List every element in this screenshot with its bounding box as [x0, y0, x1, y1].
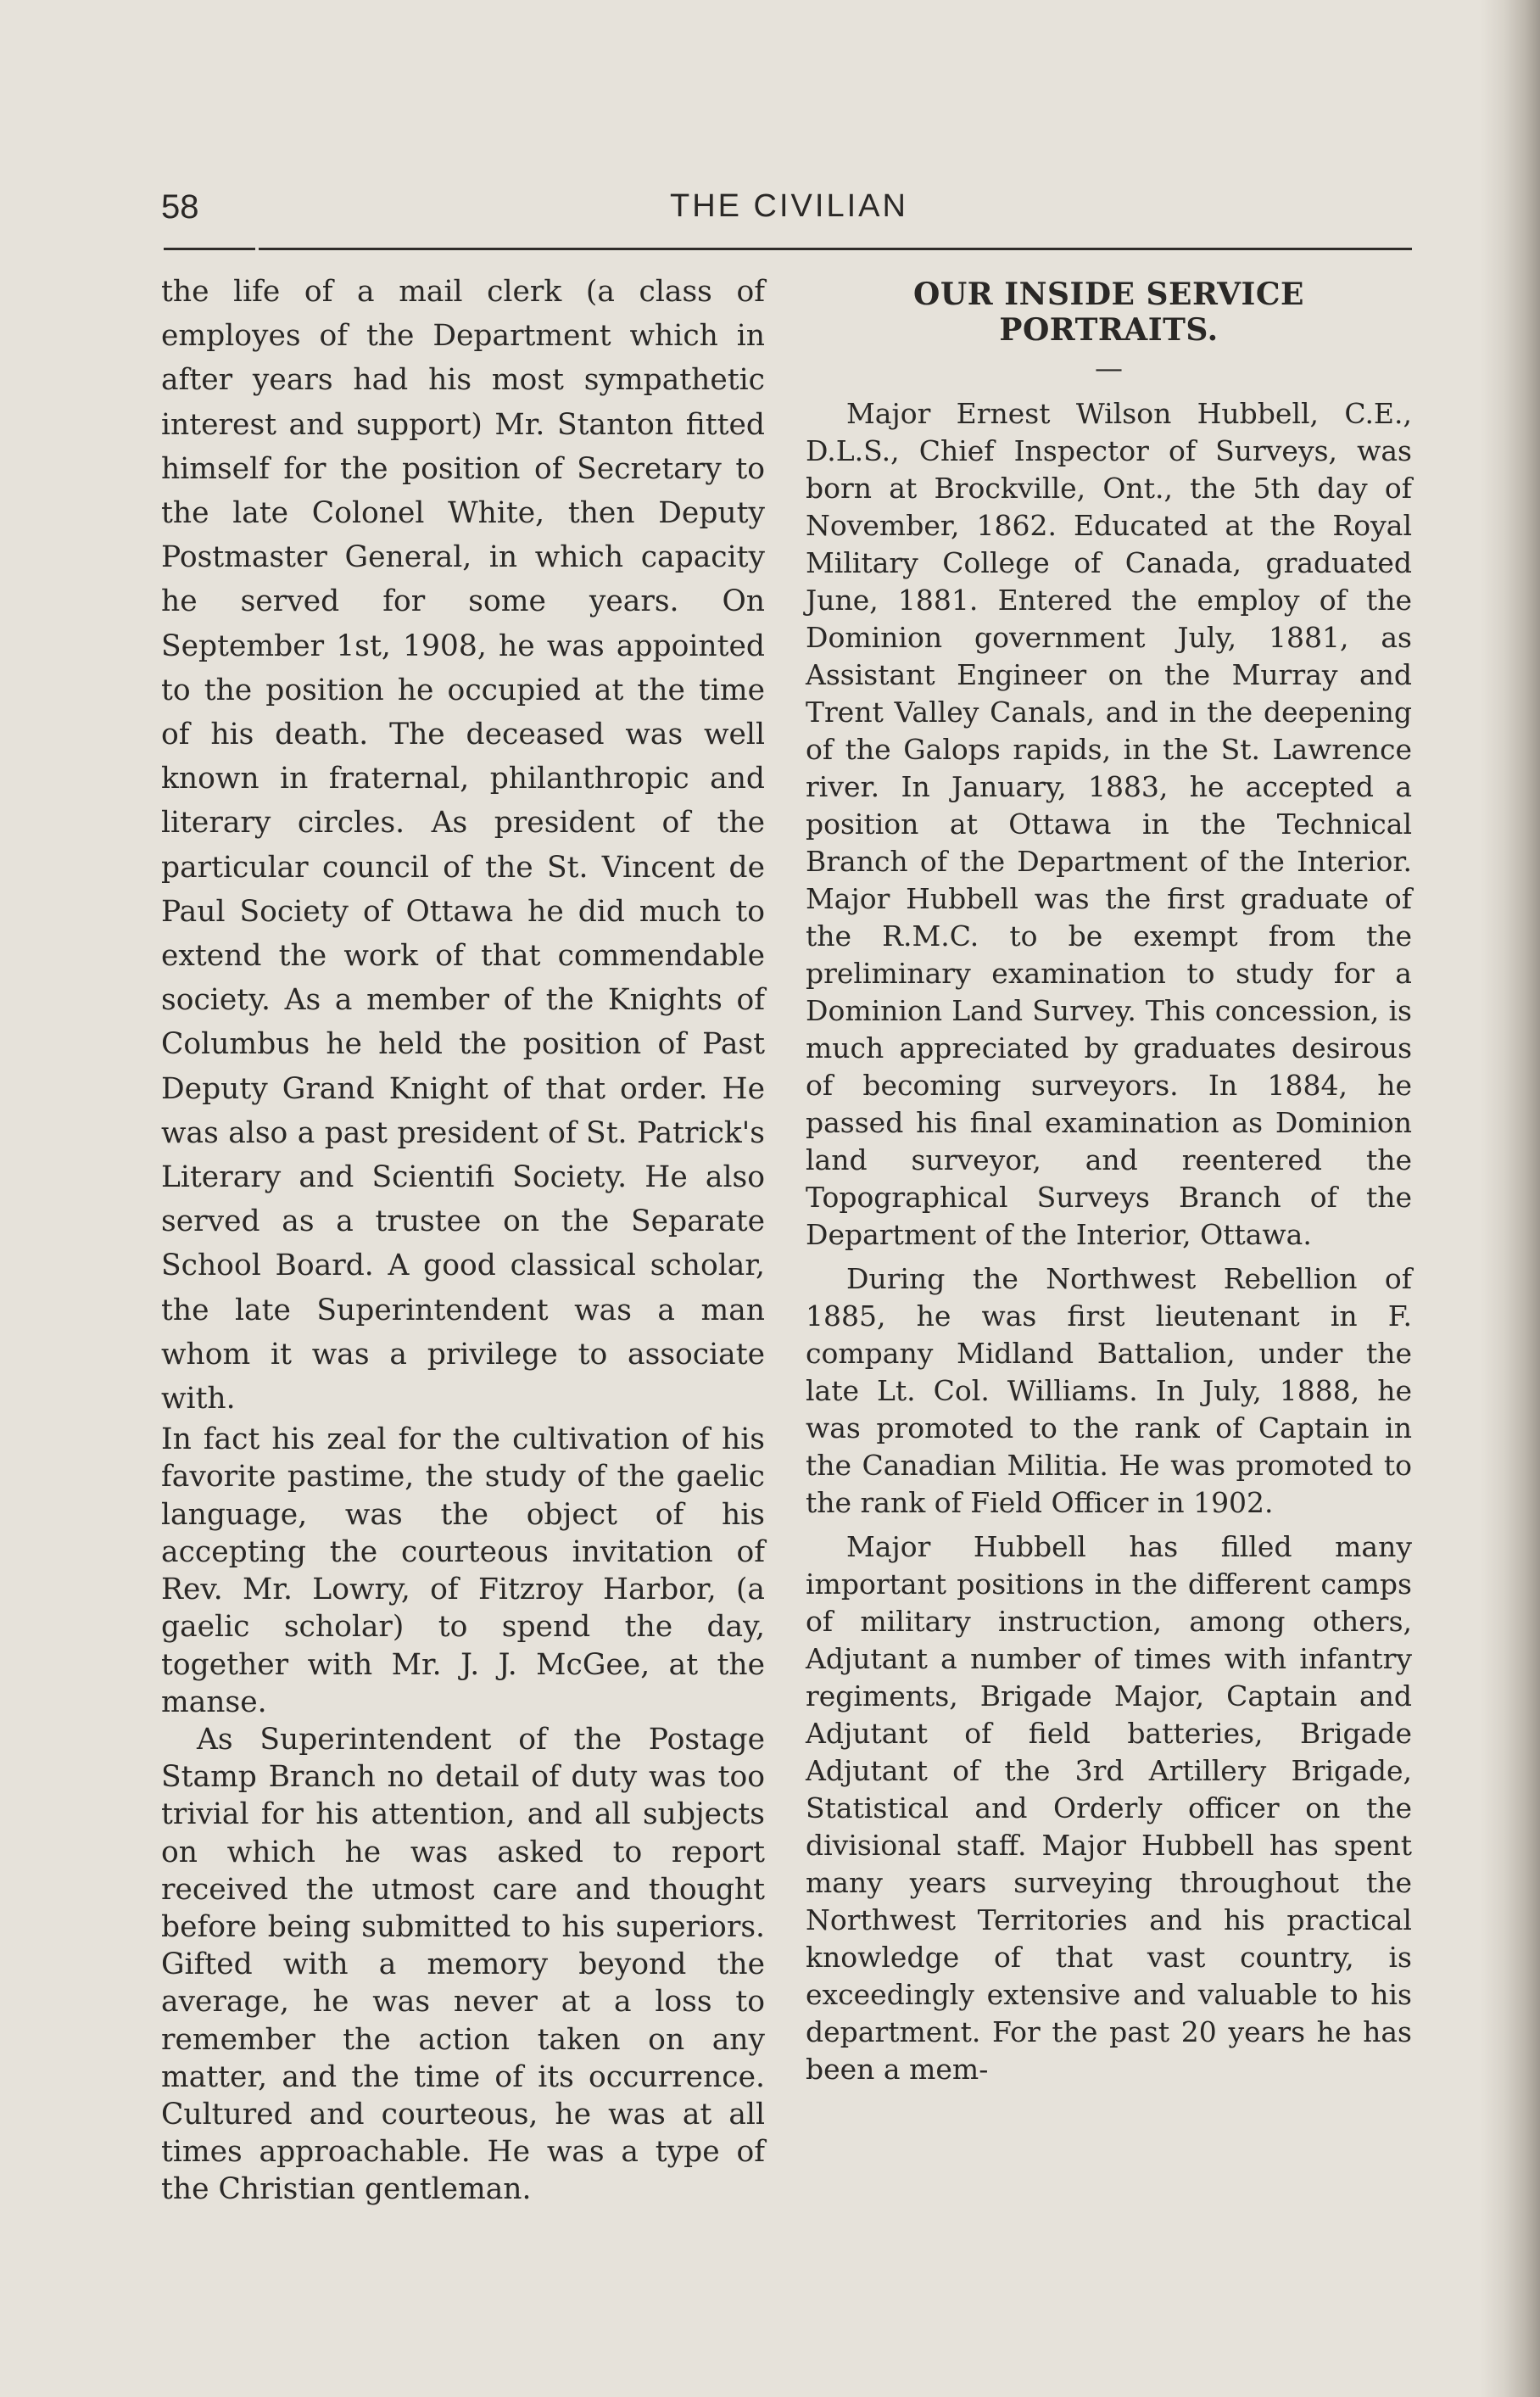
- right-paragraph-positions: Major Hubbell has filled many important positions in the different camps of military instruction, among others, Adjutant a number of times with infantry regiments, Brigade Major, Captain and Adjutant of field batteries, Brigade Adjutant of the 3rd Artillery Brigade, Statistical and Orderly officer on the divisional staff. Major Hubbell has spent many years surveying throughout the Northwest Territories and his practical knowledge of that vast country, is exceedingly extensive and valuable to his department. For the past 20 years he has been a mem-: [806, 1530, 1412, 2086]
- heading-divider: —: [1095, 351, 1123, 384]
- section-heading: OUR INSIDE SERVICE PORTRAITS.: [913, 277, 1304, 348]
- left-paragraph-continued-2: In fact his zeal for the cultivation of his favorite pastime, the study of the gaelic language, was the object of his accepting the courteous invitation of Rev. Mr. Lowry, of Fitzroy Harbor, (a gaelic scholar) to spend the day, together with Mr. J. J. McGee, at the manse.: [161, 1422, 765, 1719]
- running-title: THE CIVILIAN: [670, 188, 908, 224]
- page-edge-shadow: [1481, 0, 1540, 2397]
- right-paragraph-rebellion: During the Northwest Rebellion of 1885, he was first lieutenant in F. company Midland Battalion, under the late Lt. Col. Williams. In July, 1888, he was promoted to the rank of Captain in the Canadian Militia. He was promoted to the rank of Field Officer in 1902.: [806, 1262, 1412, 1519]
- left-column: [161, 270, 765, 2209]
- left-paragraph-continued: the life of a mail clerk (a class of employes of the Department which in after years had his most sympathetic interest and support) Mr. Stanton fitted himself for the position of Secretary to the late Colonel White, then Deputy Postmaster General, in which capacity he served for some years. On September 1st, 1908, he was appointed to the position he occupied at the time of his death. The deceased was well known in fraternal, philanthropic and literary circles. As president of the particular council of the St. Vincent de Paul Society of Ottawa he did much to extend the work of that commendable society. As a member of the Knights of Columbus he held the position of Past Deputy Grand Knight of that order. He was also a past president of St. Patrick's Literary and Scientifi Society. He also served as a trustee on the Separate School Board. A good classical scholar, the late Superintendent was a man whom it was a privilege to associate with.: [161, 275, 765, 1416]
- header-rule: [259, 248, 1412, 250]
- left-paragraph-superintendent: As Superintendent of the Postage Stamp Branch no detail of duty was too trivial for his attention, and all subjects on which he was asked to report received the utmost care and thought before being submitted to his superiors. Gifted with a memory beyond the average, he was never at a loss to remember the action taken on any matter, and the time of its occurrence. Cultured and courteous, he was at all times approachable. He was a type of the Christian gentleman.: [161, 1722, 765, 2207]
- header-rule-left: [164, 248, 255, 250]
- right-paragraph-biography: Major Ernest Wilson Hubbell, C.E., D.L.S., Chief Inspector of Surveys, was born at Brockville, Ont., the 5th day of November, 1862. Educated at the Royal Military College of Canada, graduated June, 1881. Entered the employ of the Dominion government July, 1881, as Assistant Engineer on the Murray and Trent Valley Canals, and in the deepening of the Galops rapids, in the St. Lawrence river. In January, 1883, he accepted a position at Ottawa in the Technical Branch of the Department of the Interior. Major Hubbell was the first graduate of the R.M.C. to be exempt from the preliminary examination to study for a Dominion Land Survey. This concession, is much appreciated by graduates desirous of becoming surveyors. In 1884, he passed his final examination as Dominion land surveyor, and reentered the Topographical Surveys Branch of the Department of the Interior, Ottawa.: [806, 397, 1412, 1251]
- page-number: 58: [161, 188, 199, 226]
- right-column: [806, 270, 1412, 2088]
